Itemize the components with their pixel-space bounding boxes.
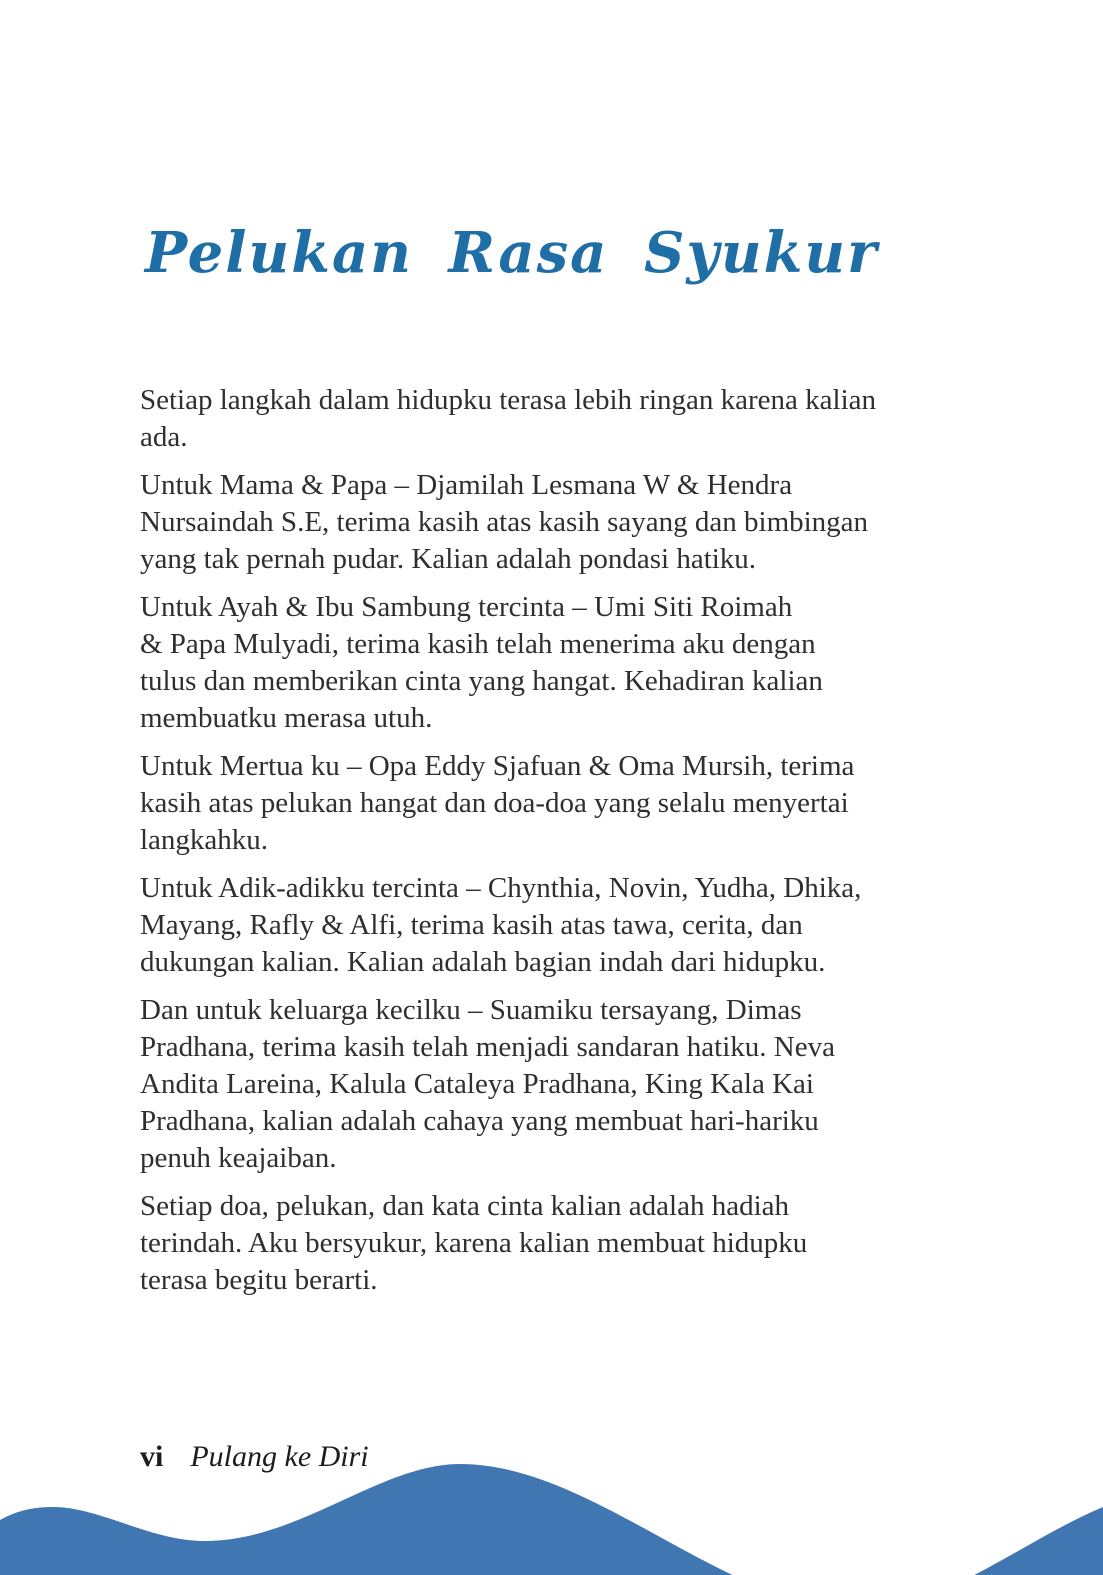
paragraph [140, 992, 1020, 1177]
paragraph-line: Untuk Mertua ku – Opa Eddy Sjafuan & Oma Mursih, terima [140, 750, 855, 782]
paragraph-line: Dan untuk keluarga kecilku – Suamiku tersayang, Dimas [140, 994, 802, 1026]
book-title: Pulang ke Diri [190, 1440, 369, 1473]
paragraph-line: terindah. Aku bersyukur, karena kalian membuat hidupku [140, 1227, 808, 1259]
paragraph-line: Setiap langkah dalam hidupku terasa lebih ringan karena kalian [140, 384, 877, 416]
paragraph-line: tulus dan memberikan cinta yang hangat. Kehadiran kalian [140, 665, 823, 697]
paragraph [140, 1188, 1020, 1299]
paragraph-line: langkahku. [140, 824, 269, 856]
paragraph-line: Nursaindah S.E, terima kasih atas kasih sayang dan bimbingan [140, 506, 869, 538]
page-number: vi [140, 1440, 164, 1473]
paragraph-line: Untuk Adik-adikku tercinta – Chynthia, Novin, Yudha, Dhika, [140, 872, 862, 904]
paragraph-line: Andita Lareina, Kalula Cataleya Pradhana, King Kala Kai [140, 1068, 814, 1100]
paragraph-line: Pradhana, terima kasih telah menjadi sandaran hatiku. Neva [140, 1031, 835, 1063]
paragraph-line: Mayang, Rafly & Alfi, terima kasih atas tawa, cerita, dan [140, 909, 803, 941]
chapter-title: Pelukan Rasa Syukur [145, 220, 879, 286]
paragraph-line: Setiap doa, pelukan, dan kata cinta kalian adalah hadiah [140, 1190, 790, 1222]
paragraph-line: & Papa Mulyadi, terima kasih telah menerima aku dengan [140, 628, 816, 660]
paragraph-line: Untuk Mama & Papa – Djamilah Lesmana W & Hendra [140, 469, 793, 501]
paragraph-line: dukungan kalian. Kalian adalah bagian indah dari hidupku. [140, 946, 826, 978]
paragraph-line: membuatku merasa utuh. [140, 702, 433, 734]
paragraph-line: yang tak pernah pudar. Kalian adalah pondasi hatiku. [140, 543, 757, 575]
paragraph-line: kasih atas pelukan hangat dan doa-doa yang selalu menyertai [140, 787, 849, 819]
paragraph [140, 589, 1020, 737]
paragraph-line: Pradhana, kalian adalah cahaya yang membuat hari-hariku [140, 1105, 819, 1137]
dedication-text [140, 382, 1020, 1310]
paragraph [140, 870, 1020, 981]
paragraph [140, 382, 1020, 456]
paragraph [140, 467, 1020, 578]
paragraph-line: Untuk Ayah & Ibu Sambung tercinta – Umi Siti Roimah [140, 591, 793, 623]
wave-decoration-graphic [0, 1415, 1103, 1575]
paragraph-line: terasa begitu berarti. [140, 1264, 378, 1296]
paragraph-line: penuh keajaiban. [140, 1142, 337, 1174]
paragraph [140, 748, 1020, 859]
paragraph-line: ada. [140, 421, 188, 453]
